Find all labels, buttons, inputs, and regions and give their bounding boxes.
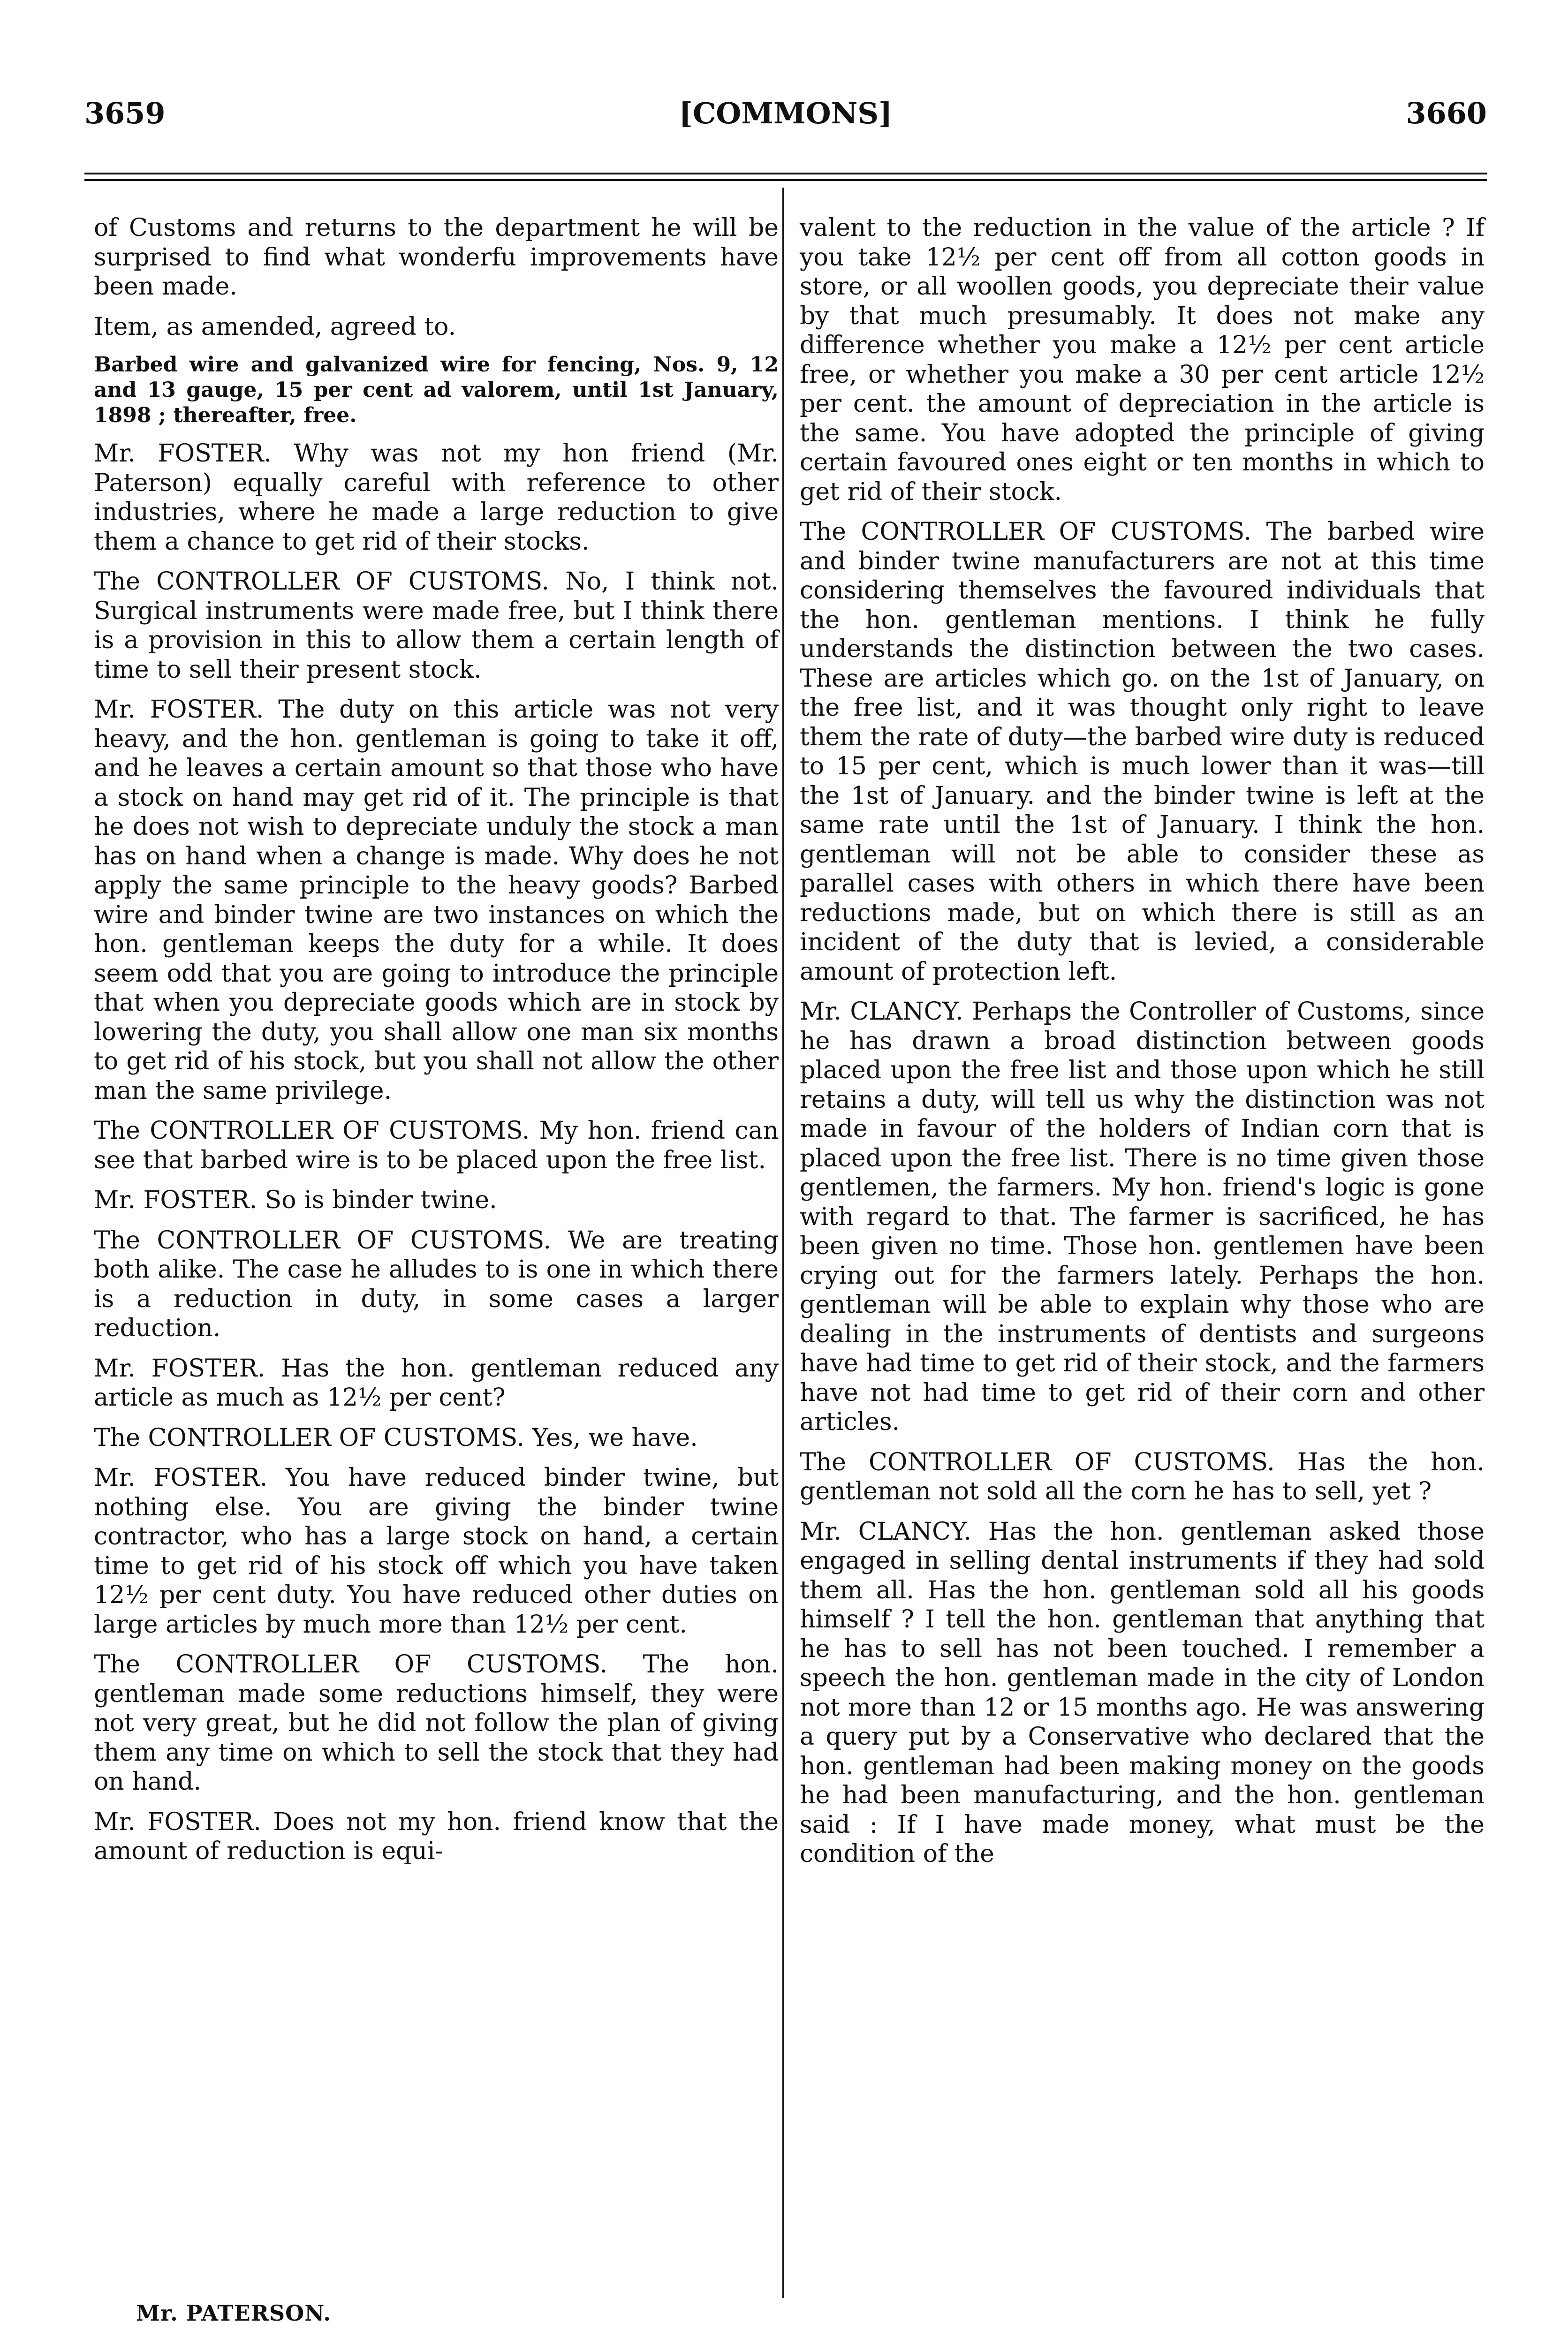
paragraph: The CONTROLLER OF CUSTOMS. No, I think not. Surgical instruments were made free, but I think there is a provision in this to allow them a certain length of time to sell their present stock. (94, 567, 779, 684)
header-rule-top (84, 173, 1487, 174)
header-rule-bottom (84, 179, 1487, 181)
paragraph: Mr. FOSTER. Has the hon. gentleman reduced any article as much as 12½ per cent? (94, 1354, 779, 1412)
paragraph: The CONTROLLER OF CUSTOMS. Has the hon. gentleman not sold all the corn he has to sell, yet ? (800, 1448, 1485, 1505)
paragraph: of Customs and returns to the department he will be surprised to find what wonderfu improvements have been made. (94, 214, 779, 301)
paragraph: Mr. FOSTER. Does not my hon. friend know that the amount of reduction is equi- (94, 1808, 779, 1865)
paragraph: Mr. FOSTER. So is binder twine. (94, 1186, 497, 1214)
paragraph: Mr. CLANCY. Has the hon. gentleman asked those engaged in selling dental instruments if they had sold them all. Has the hon. gentleman sold all his goods himself ? I tell the hon. gentleman that anything that he has to sell has not been touched. I remember a speech the hon. gentleman made in the city of London not more than 12 or 15 months ago. He was answering a query put by a Conservative who declared that the hon. gentleman had been making money on the goods he had been manufacturing, and the hon. gentleman said : If I have made money, what must be the condition of the (800, 1517, 1485, 1868)
right-column (800, 213, 1485, 1880)
paragraph: The CONTROLLER OF CUSTOMS. My hon. friend can see that barbed wire is to be placed upon the free list. (94, 1117, 779, 1174)
paragraph: Mr. CLANCY. Perhaps the Controller of Customs, since he has drawn a broad distinction between goods placed upon the free list and those upon which he still retains a duty, will tell us why the distinction was not made in favour of the holders of Indian corn that is placed upon the free list. There is no time given those gentlemen, the farmers. My hon. friend's logic is gone with regard to that. The farmer is sacrificed, he has been given no time. Those hon. gentlemen have been crying out for the farmers lately. Perhaps the hon. gentleman will be able to explain why those who are dealing in the instruments of dentists and surgeons have had time to get rid of their stock, and the farmers have not had time to get rid of their corn and other articles. (800, 998, 1485, 1436)
left-column (94, 213, 779, 1877)
paragraph: Item, as amended, agreed to. (94, 312, 456, 341)
paragraph: Mr. FOSTER. You have reduced binder twine, but nothing else. You are giving the binder twine contractor, who has a large stock on hand, a certain time to get rid of his stock off which you have taken 12½ per cent duty. You have reduced other duties on large articles by much more than 12½ per cent. (94, 1464, 779, 1639)
paragraph: The CONTROLLER OF CUSTOMS. We are treating both alike. The case he alludes to is one in which there is a reduction in duty, in some cases a larger reduction. (94, 1226, 779, 1342)
page-number-right: 3660 (1406, 96, 1487, 130)
page-number-left: 3659 (84, 96, 166, 130)
column-divider (782, 188, 784, 2298)
page-header (84, 96, 1487, 138)
running-head: [COMMONS] (679, 96, 893, 130)
paragraph: The CONTROLLER OF CUSTOMS. The hon. gentleman made some reductions himself, they were not very great, but he did not follow the plan of giving them any time on which to sell the stock that they had on hand. (94, 1650, 779, 1796)
paragraph: The CONTROLLER OF CUSTOMS. Yes, we have. (94, 1423, 698, 1452)
paragraph: Mr. FOSTER. Why was not my hon friend (Mr. Paterson) equally careful with reference to other industries, where he made a large reduction to give them a chance to get rid of their stocks. (94, 439, 779, 556)
tariff-item: Barbed wire and galvanized wire for fencing, Nos. 9, 12 and 13 gauge, 15 per cent ad valorem, until 1st January, 1898 ; thereafter, free. (94, 353, 779, 427)
footer-speaker-name: Mr. PATERSON. (136, 2300, 332, 2326)
paragraph: valent to the reduction in the value of the article ? If you take 12½ per cent off from all cotton goods in store, or all woollen goods, you depreciate their value by that much presumably. It does not make any difference whether you make a 12½ per cent article free, or whether you make a 30 per cent article 12½ per cent. the amount of depreciation in the article is the same. You have adopted the principle of giving certain favoured ones eight or ten months in which to get rid of their stock. (800, 214, 1485, 506)
paragraph: Mr. FOSTER. The duty on this article was not very heavy, and the hon. gentleman is going to take it off, and he leaves a certain amount so that those who have a stock on hand may get rid of it. The principle is that he does not wish to depreciate unduly the stock a man has on hand when a change is made. Why does he not apply the same principle to the heavy goods? Barbed wire and binder twine are two instances on which the hon. gentleman keeps the duty for a while. It does seem odd that you are going to introduce the principle that when you depreciate goods which are in stock by lowering the duty, you shall allow one man six months to get rid of his stock, but you shall not allow the other man the same privilege. (94, 696, 779, 1105)
paragraph: The CONTROLLER OF CUSTOMS. The barbed wire and binder twine manufacturers are not at this time considering themselves the favoured individuals that the hon. gentleman mentions. I think he fully understands the distinction between the two cases. These are articles which go. on the 1st of January, on the free list, and it was thought only right to leave them the rate of duty—the barbed wire duty is reduced to 15 per cent, which is much lower than it was—till the 1st of January. and the binder twine is left at the same rate until the 1st of January. I think the hon. gentleman will not be able to consider these as parallel cases with others in which there have been reductions made, but on which there is still as an incident of the duty that is levied, a considerable amount of protection left. (800, 518, 1485, 986)
